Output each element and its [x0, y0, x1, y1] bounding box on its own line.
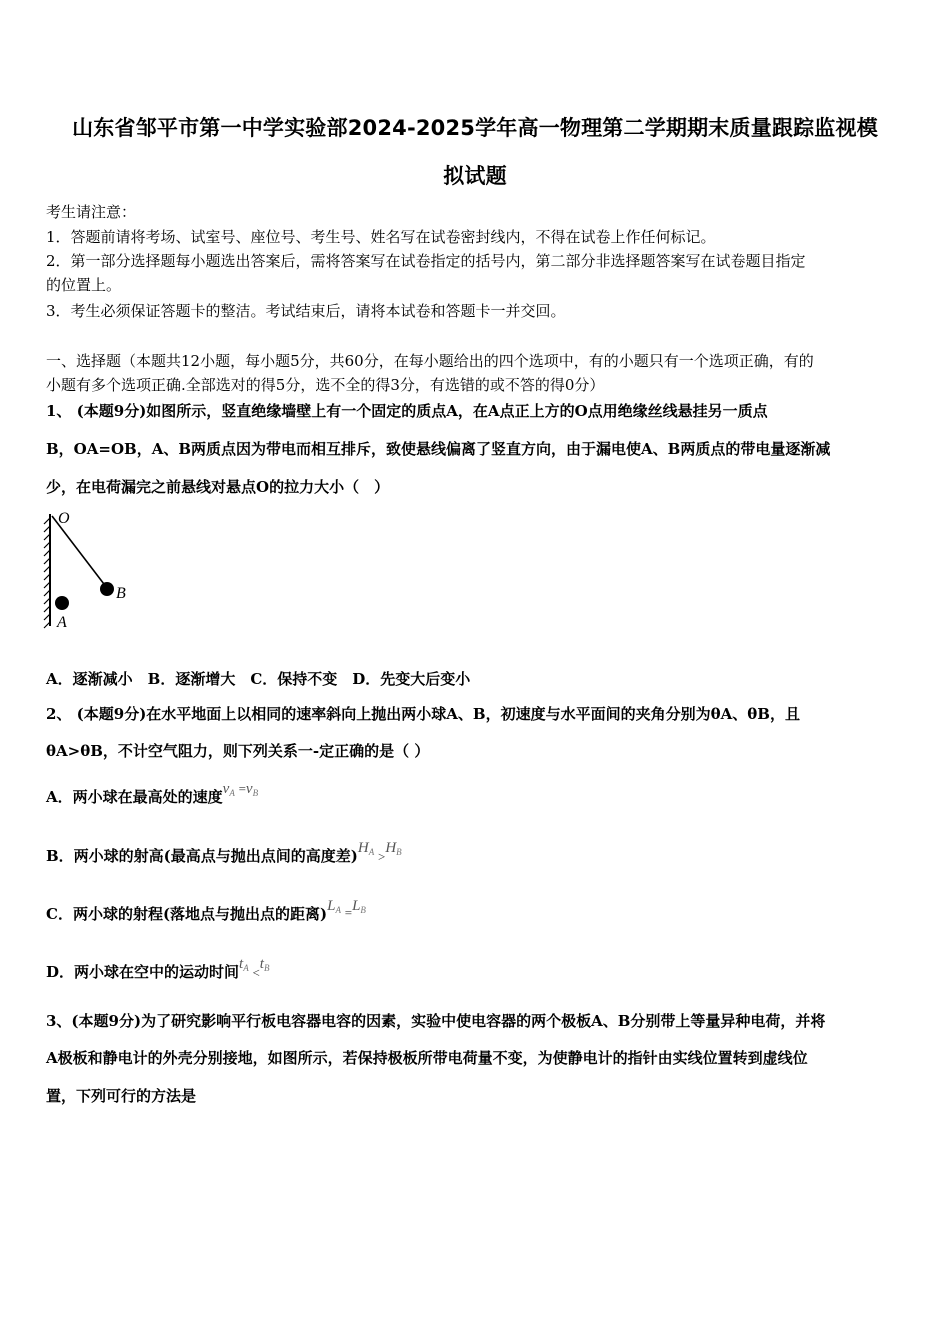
q2-option-b-formula: $H_A >H_B$ — [357, 840, 402, 864]
q1-stem-line3: 少，在电荷漏完之前悬线对悬点O的拉力大小（ ） — [46, 478, 390, 496]
q1-stem-line1: 1、 (本题9分)如图所示，竖直绝缘墙壁上有一个固定的质点A，在A点正上方的O点用绝缘丝线悬挂另一质点 — [46, 402, 768, 420]
q1-stem-line2: B，OA=OB，A、B两质点因为带电而相互排斥，致使悬线偏离了竖直方向，由于漏电使A、B两质点的带电量逐渐减 — [46, 440, 831, 458]
q2-option-d-formula: $t_A <t_B$ — [239, 956, 270, 980]
label-b: B — [116, 585, 126, 602]
notice-item-2: 2．第一部分选择题每小题选出答案后，需将答案写在试卷指定的括号内，第二部分非选择题答案写在试卷题目指定 — [46, 252, 806, 270]
q3-stem-line1: 3、(本题9分)为了研究影响平行板电容器电容的因素，实验中使电容器的两个极板A、B分别带上等量异种电荷，并将 — [46, 1012, 826, 1030]
q2-option-c-formula: $L_A =L_B$ — [327, 898, 366, 920]
exam-title-line1: 山东省邹平市第一中学实验部2024-2025学年高一物理第二学期期末质量跟踪监视模 — [72, 116, 878, 140]
notice-heading: 考生请注意： — [46, 203, 137, 221]
q2-option-c-text: C．两小球的射程(落地点与抛出点的距离) — [46, 905, 328, 923]
label-a: A — [57, 614, 67, 631]
label-o: O — [58, 510, 70, 527]
q2-option-b — [46, 840, 908, 869]
q1-pendulum-figure — [40, 508, 140, 633]
q2-option-d-text: D．两小球在空中的运动时间 — [46, 963, 240, 981]
q2-option-a — [46, 781, 908, 810]
q2-stem-line2: θA>θB，不计空气阻力，则下列关系一-定正确的是（ ） — [46, 742, 430, 760]
q3-stem-line2: A极板和静电计的外壳分别接地，如图所示，若保持极板所带电荷量不变，为使静电计的指针由实线位置转到虚线位 — [46, 1049, 808, 1067]
q3-stem-line3: 置，下列可行的方法是 — [46, 1087, 197, 1105]
exam-title-line2: 拟试题 — [443, 164, 507, 188]
point-a-ball — [55, 596, 69, 610]
point-b-ball — [100, 582, 114, 596]
q2-option-a-text: A．两小球在最高处的速度 — [46, 788, 223, 806]
section-heading-line1: 一、选择题（本题共12小题，每小题5分，共60分，在每小题给出的四个选项中，有的小题只有一个选项正确，有的 — [46, 352, 814, 370]
notice-item-3: 3．考生必须保证答题卡的整洁。考试结束后，请将本试卷和答题卡一并交回。 — [46, 302, 566, 320]
q1-options: A．逐渐减小 B．逐渐增大 C．保持不变 D．先变大后变小 — [46, 670, 471, 688]
q2-option-b-text: B．两小球的射高(最高点与抛出点间的高度差) — [46, 847, 358, 865]
q2-stem-line1: 2、 (本题9分)在水平地面上以相同的速率斜向上抛出两小球A、B，初速度与水平面间的夹角分别为θA、θB，且 — [46, 705, 800, 723]
notice-item-1: 1．答题前请将考场、试室号、座位号、考生号、姓名写在试卷密封线内，不得在试卷上作任何标记。 — [46, 228, 716, 246]
q2-option-c — [46, 898, 908, 927]
notice-item-2-cont: 的位置上。 — [46, 276, 122, 294]
q2-option-d — [46, 956, 908, 985]
q2-option-a-formula: $v_A =v_B$ — [222, 781, 259, 798]
section-heading-line2: 小题有多个选项正确.全部选对的得5分，选不全的得3分，有选错的或不答的得0分） — [46, 376, 605, 394]
